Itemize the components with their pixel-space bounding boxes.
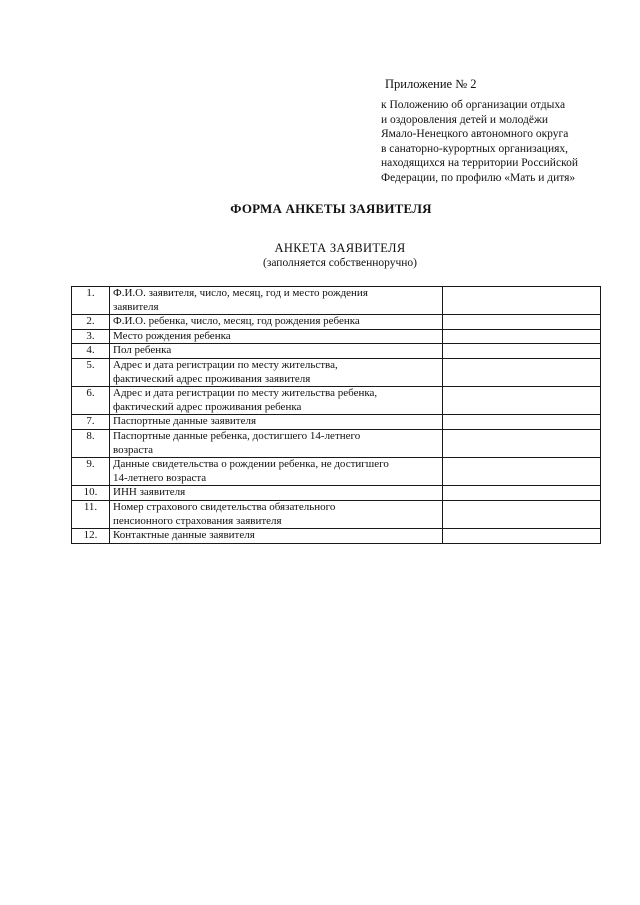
row-label-line: фактический адрес проживания заявителя bbox=[113, 372, 311, 385]
row-number: 12. bbox=[72, 529, 110, 544]
row-number: 7. bbox=[72, 415, 110, 430]
row-answer-field[interactable] bbox=[443, 486, 601, 501]
row-number: 9. bbox=[72, 458, 110, 486]
row-label bbox=[110, 415, 443, 430]
row-label-line: Контактные данные заявителя bbox=[113, 529, 255, 542]
row-label-line: заявителя bbox=[113, 300, 159, 313]
appendix-title: Приложение № 2 bbox=[385, 77, 477, 91]
appendix-reference bbox=[381, 98, 578, 186]
row-number: 8. bbox=[72, 429, 110, 457]
row-answer-field[interactable] bbox=[443, 287, 601, 315]
questionnaire-table bbox=[71, 286, 601, 544]
row-answer-field[interactable] bbox=[443, 458, 601, 486]
row-label-line: пенсионного страхования заявителя bbox=[113, 514, 282, 527]
row-number: 3. bbox=[72, 329, 110, 344]
row-label-line: Адрес и дата регистрации по месту жительства, bbox=[113, 358, 338, 371]
appendix-line: Федерации, по профилю «Мать и дитя» bbox=[381, 171, 576, 184]
row-number: 6. bbox=[72, 387, 110, 415]
row-answer-field[interactable] bbox=[443, 344, 601, 359]
row-label bbox=[110, 315, 443, 330]
appendix-line: Ямало-Ненецкого автономного округа bbox=[381, 128, 569, 141]
table-row bbox=[72, 315, 601, 330]
row-label bbox=[110, 500, 443, 528]
table-row bbox=[72, 529, 601, 544]
row-label-line: ИНН заявителя bbox=[113, 486, 186, 499]
row-answer-field[interactable] bbox=[443, 529, 601, 544]
table-row bbox=[72, 486, 601, 501]
row-label bbox=[110, 344, 443, 359]
questionnaire-title: АНКЕТА ЗАЯВИТЕЛЯ bbox=[274, 241, 406, 255]
table-row bbox=[72, 429, 601, 457]
row-number: 4. bbox=[72, 344, 110, 359]
row-label-line: возраста bbox=[113, 443, 154, 456]
row-answer-field[interactable] bbox=[443, 358, 601, 386]
table-row bbox=[72, 287, 601, 315]
row-answer-field[interactable] bbox=[443, 387, 601, 415]
row-label-line: Паспортные данные заявителя bbox=[113, 415, 257, 428]
questionnaire-table-body bbox=[72, 287, 601, 544]
row-label bbox=[110, 329, 443, 344]
row-number: 10. bbox=[72, 486, 110, 501]
row-number: 5. bbox=[72, 358, 110, 386]
row-label-line: Ф.И.О. ребенка, число, месяц, год рождения ребенка bbox=[113, 315, 360, 328]
appendix-line: к Положению об организации отдыха bbox=[381, 99, 566, 111]
appendix-line: находящихся на территории Российской bbox=[381, 157, 578, 170]
row-answer-field[interactable] bbox=[443, 500, 601, 528]
row-label-line: Паспортные данные ребенка, достигшего 14-летнего bbox=[113, 429, 361, 442]
row-label bbox=[110, 287, 443, 315]
table-row bbox=[72, 415, 601, 430]
table-row bbox=[72, 358, 601, 386]
row-answer-field[interactable] bbox=[443, 315, 601, 330]
appendix-line: и оздоровления детей и молодёжи bbox=[381, 113, 549, 126]
table-row bbox=[72, 500, 601, 528]
appendix-line: в санаторно-курортных организациях, bbox=[381, 142, 569, 155]
row-label bbox=[110, 486, 443, 501]
row-label-line: фактический адрес проживания ребенка bbox=[113, 400, 302, 413]
row-number: 2. bbox=[72, 315, 110, 330]
row-label bbox=[110, 387, 443, 415]
row-answer-field[interactable] bbox=[443, 415, 601, 430]
form-title: ФОРМА АНКЕТЫ ЗАЯВИТЕЛЯ bbox=[230, 201, 432, 216]
row-label-line: 14-летнего возраста bbox=[113, 471, 207, 484]
row-label bbox=[110, 529, 443, 544]
row-label-line: Пол ребенка bbox=[113, 344, 172, 357]
row-answer-field[interactable] bbox=[443, 329, 601, 344]
row-label-line: Номер страхового свидетельства обязательного bbox=[113, 500, 336, 513]
questionnaire-subtitle: (заполняется собственноручно) bbox=[262, 257, 418, 269]
table-row bbox=[72, 344, 601, 359]
row-label bbox=[110, 458, 443, 486]
row-label-line: Место рождения ребенка bbox=[113, 329, 231, 342]
table-row bbox=[72, 329, 601, 344]
table-row bbox=[72, 458, 601, 486]
row-label-line: Ф.И.О. заявителя, число, месяц, год и место рождения bbox=[113, 287, 368, 299]
table-row bbox=[72, 387, 601, 415]
row-label-line: Адрес и дата регистрации по месту жительства ребенка, bbox=[113, 387, 378, 400]
row-number: 11. bbox=[72, 500, 110, 528]
row-number: 1. bbox=[72, 287, 110, 315]
row-label-line: Данные свидетельства о рождении ребенка, не достигшего bbox=[113, 458, 389, 471]
row-label bbox=[110, 429, 443, 457]
row-answer-field[interactable] bbox=[443, 429, 601, 457]
row-label bbox=[110, 358, 443, 386]
